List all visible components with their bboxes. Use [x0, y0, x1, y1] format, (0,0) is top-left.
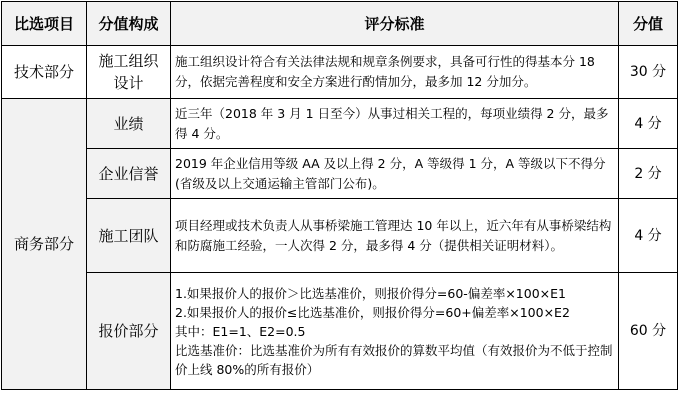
scoring-table-container — [1, 1, 678, 390]
scoring-table — [1, 1, 678, 390]
component-performance: 业绩 — [87, 99, 171, 149]
table-row — [2, 99, 678, 149]
points-pricing: 60 分 — [619, 273, 678, 390]
points-credit: 2 分 — [619, 149, 678, 199]
criteria-pricing: 1.如果报价人的报价＞比选基准价，则报价得分=60-偏差率×100×E1 2.如果报价人的报价≤比选基准价，则报价得分=60+偏差率×100×E2 其中：E1=1、E2=0.5 比选基准价：比选基准价为所有有效报价的算数平均值（有效报价为不低于控制价上线 80%的所有报价） — [171, 273, 619, 390]
points-construction-design: 30 分 — [619, 46, 678, 99]
table-row — [2, 46, 678, 99]
criteria-credit: 2019 年企业信用等级 AA 及以上得 2 分，A 等级得 1 分，A 等级以下不得分(省级及以上交通运输主管部门公布)。 — [171, 149, 619, 199]
criteria-performance: 近三年（2018 年 3 月 1 日至今）从事过相关工程的，每项业绩得 2 分，最多得 4 分。 — [171, 99, 619, 149]
header-row — [2, 2, 678, 46]
header-component: 分值构成 — [87, 2, 171, 46]
points-team: 4 分 — [619, 199, 678, 273]
category-technical: 技术部分 — [2, 46, 87, 99]
component-pricing: 报价部分 — [87, 273, 171, 390]
component-team: 施工团队 — [87, 199, 171, 273]
table-row — [2, 273, 678, 390]
component-construction-design: 施工组织 设计 — [87, 46, 171, 99]
criteria-construction-design: 施工组织设计符合有关法律法规和规章条例要求，具备可行性的得基本分 18 分，依据完善程度和安全方案进行酌情加分，最多加 12 分加分。 — [171, 46, 619, 99]
header-points: 分值 — [619, 2, 678, 46]
header-criteria: 评分标准 — [171, 2, 619, 46]
category-business: 商务部分 — [2, 99, 87, 390]
header-category: 比选项目 — [2, 2, 87, 46]
points-performance: 4 分 — [619, 99, 678, 149]
table-row — [2, 149, 678, 199]
criteria-team: 项目经理或技术负责人从事桥梁施工管理达 10 年以上，近六年有从事桥梁结构和防腐施工经验，一人次得 2 分，最多得 4 分（提供相关证明材料）。 — [171, 199, 619, 273]
component-credit: 企业信誉 — [87, 149, 171, 199]
table-row — [2, 199, 678, 273]
